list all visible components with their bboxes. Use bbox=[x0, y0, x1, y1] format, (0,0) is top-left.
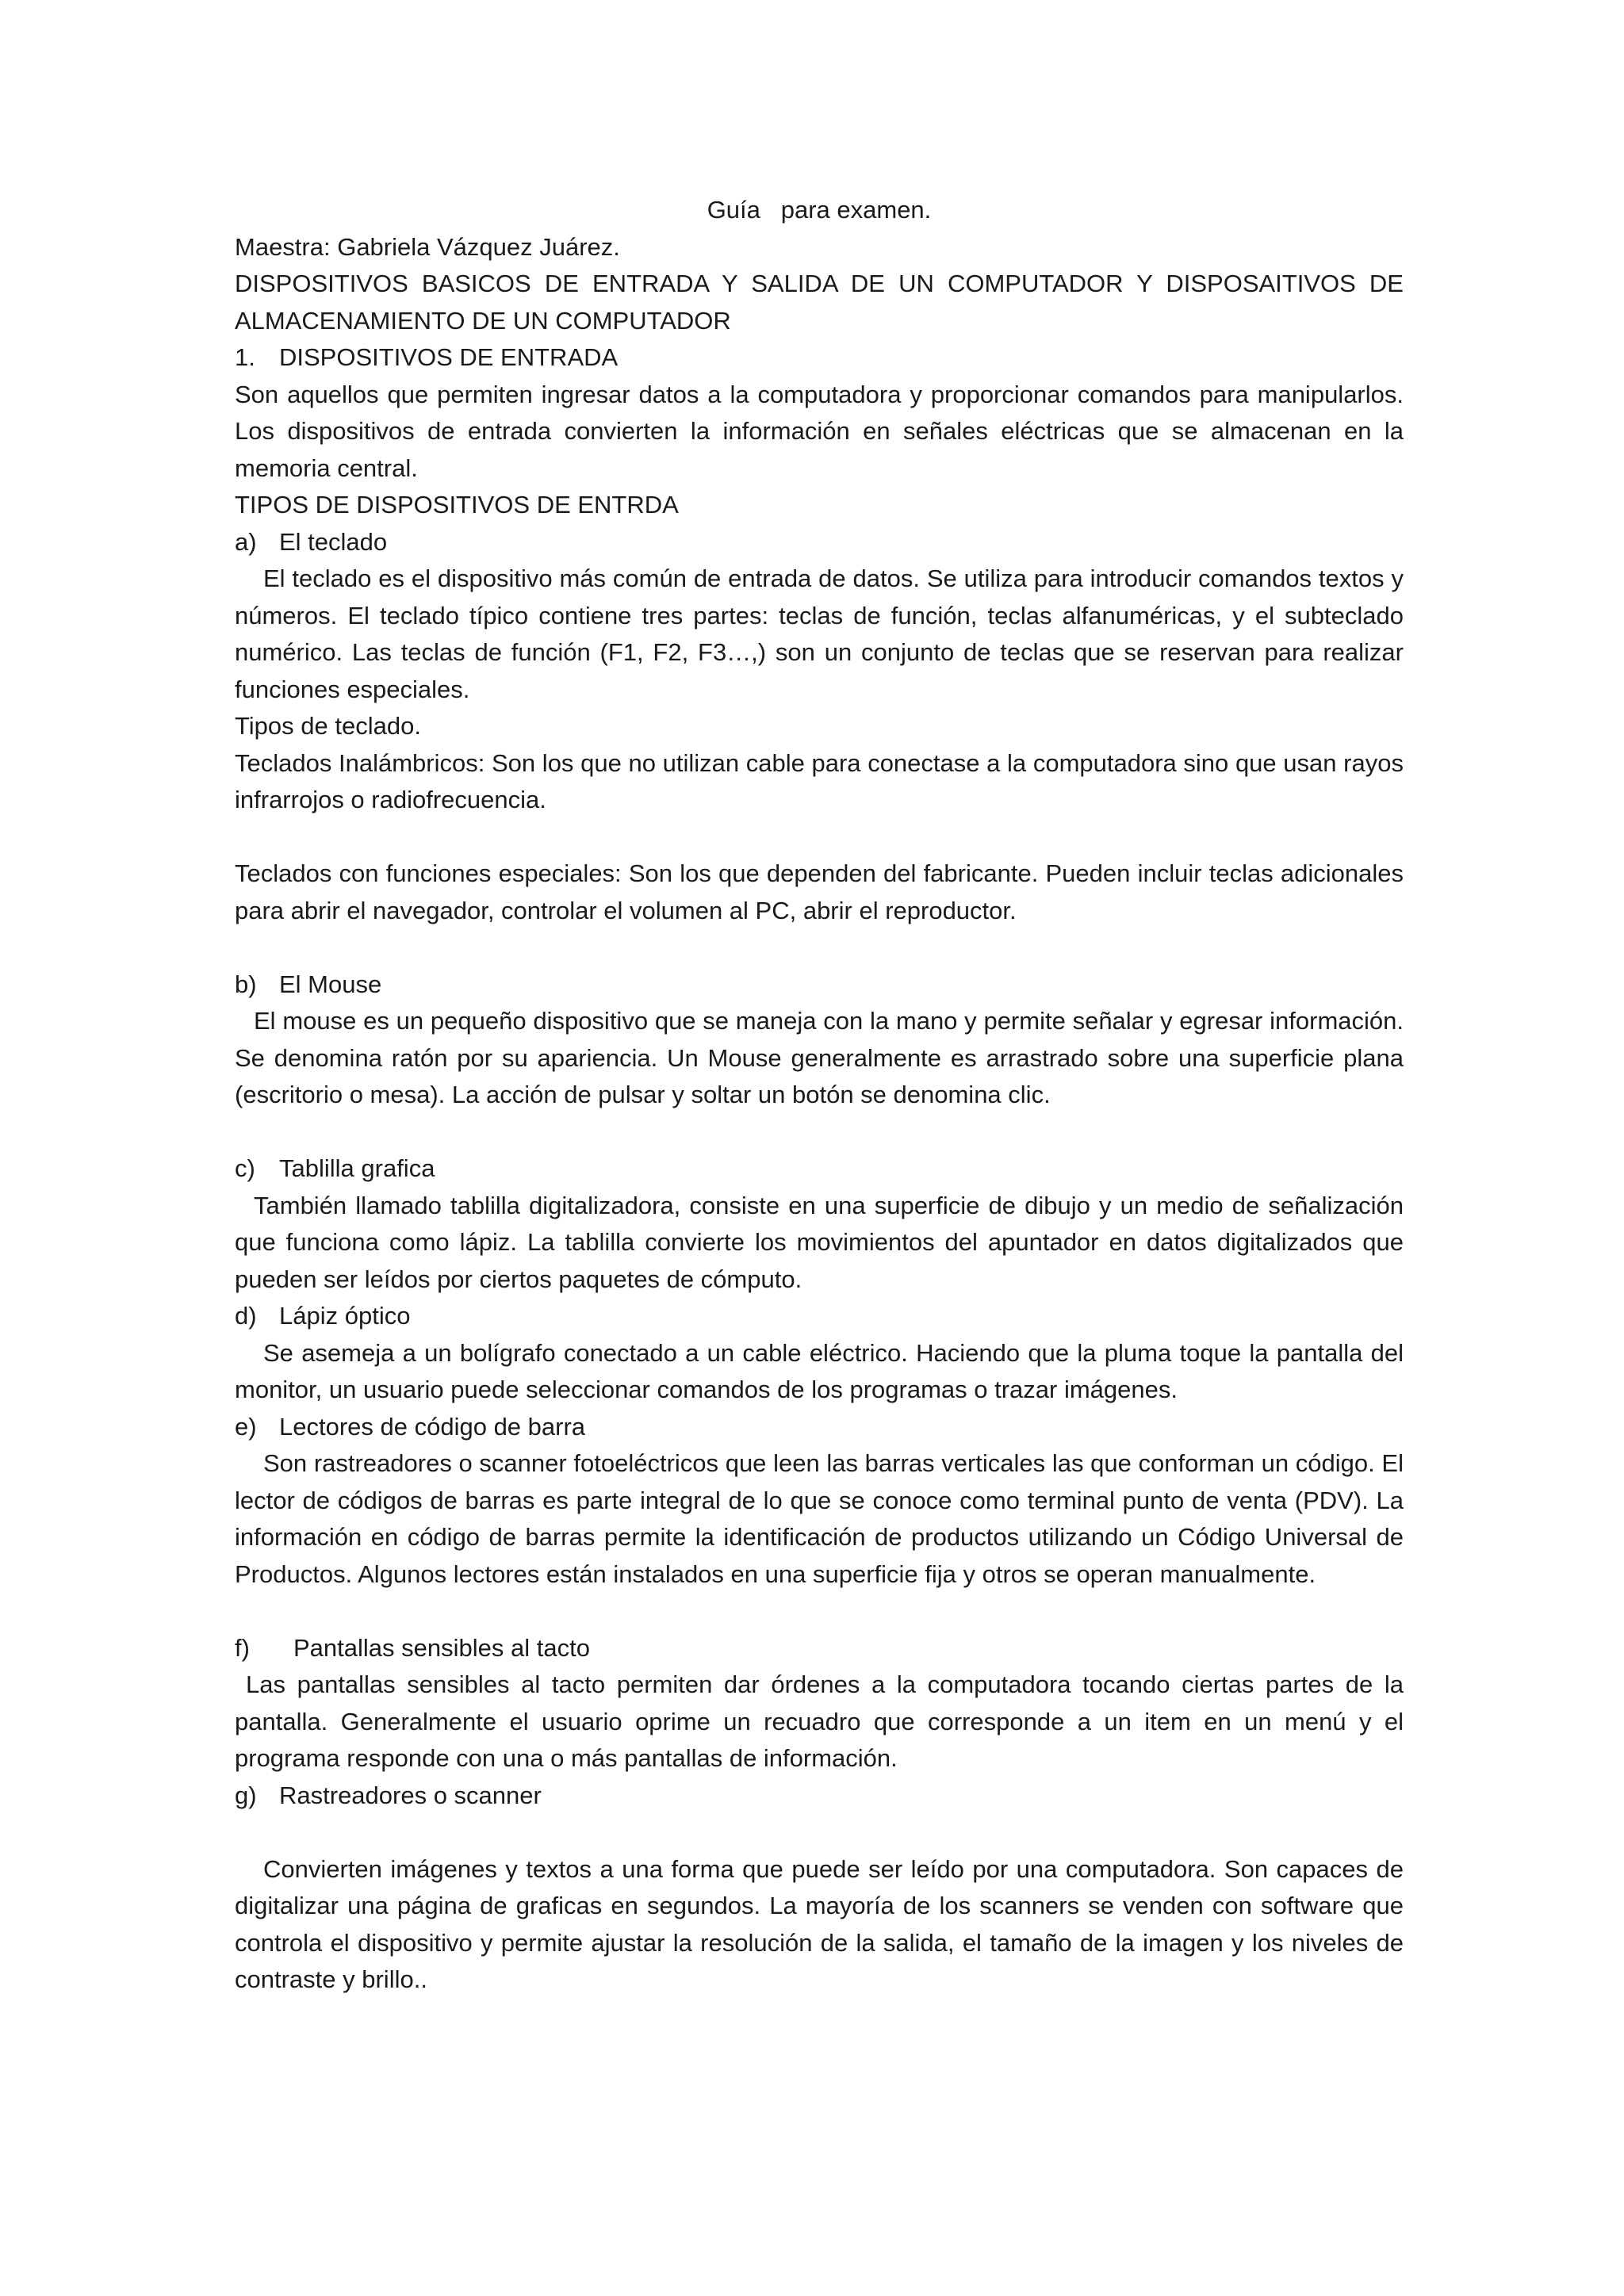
item-e-title: Lectores de código de barra bbox=[279, 1412, 586, 1441]
wireless-keyboards: Teclados Inalámbricos: Son los que no utilizan cable para conectase a la computadora sino que usan rayos infrarrojos o radiofrecuencia. bbox=[235, 748, 1404, 813]
item-d-heading bbox=[235, 1298, 1404, 1335]
item-g-heading bbox=[235, 1777, 1404, 1815]
spacer bbox=[235, 929, 1404, 966]
special-keyboards: Teclados con funciones especiales: Son los que dependen del fabricante. Pueden incluir teclas adicionales para abrir el navegador, controlar el volumen al PC, abrir el reproductor. bbox=[235, 859, 1404, 924]
teacher-line: Maestra: Gabriela Vázquez Juárez. bbox=[235, 232, 620, 261]
main-heading: DISPOSITIVOS BASICOS DE ENTRADA Y SALIDA DE UN COMPUTADOR Y DISPOSAITIVOS DE ALMACENAMIENTO DE UN COMPUTADOR bbox=[235, 270, 1404, 335]
types-heading: TIPOS DE DISPOSITIVOS DE ENTRDA bbox=[235, 491, 679, 519]
item-e-heading bbox=[235, 1409, 1404, 1446]
document-title: Guía para examen. bbox=[707, 196, 932, 224]
item-b-label: b) bbox=[235, 970, 257, 998]
keyboard-types-heading: Tipos de teclado. bbox=[235, 712, 421, 740]
section-1-number: 1. bbox=[235, 343, 255, 371]
spacer bbox=[235, 819, 1404, 856]
item-a-title: El teclado bbox=[279, 527, 388, 556]
document-body bbox=[235, 192, 1404, 1999]
item-g-label: g) bbox=[235, 1781, 257, 1809]
item-d-title: Lápiz óptico bbox=[279, 1302, 411, 1330]
spacer bbox=[235, 1593, 1404, 1630]
spacer bbox=[235, 1114, 1404, 1151]
item-b-body: El mouse es un pequeño dispositivo que se maneja con la mano y permite señalar y egresar información. Se denomina ratón por su apariencia. Un Mouse generalmente es arrastrado sobre una superficie plana (escritorio o mesa). La acción de pulsar y soltar un botón se denomina clic. bbox=[235, 1007, 1404, 1108]
item-b-heading bbox=[235, 966, 1404, 1004]
spacer bbox=[235, 1814, 1404, 1851]
section-1-body: Son aquellos que permiten ingresar datos a la computadora y proporcionar comandos para manipularlos. Los dispositivos de entrada convierten la información en señales eléctricas que se almacenan en la memoria central. bbox=[235, 380, 1404, 482]
item-e-body: Son rastreadores o scanner fotoeléctricos que leen las barras verticales las que conforman un código. El lector de códigos de barras es parte integral de lo que se conoce como terminal punto de venta (PDV). La información en código de barras permite la identificación de productos utilizando un Código Universal de Productos. Algunos lectores están instalados en una superficie fija y otros se operan manualmente. bbox=[235, 1449, 1404, 1588]
item-b-title: El Mouse bbox=[279, 970, 382, 998]
item-c-title: Tablilla grafica bbox=[279, 1154, 435, 1182]
item-c-body: También llamado tablilla digitalizadora, consiste en una superficie de dibujo y un medio de señalización que funciona como lápiz. La tablilla convierte los movimientos del apuntador en datos digitalizados que pueden ser leídos por ciertos paquetes de cómputo. bbox=[235, 1191, 1404, 1293]
item-d-label: d) bbox=[235, 1302, 257, 1330]
item-d-body: Se asemeja a un bolígrafo conectado a un cable eléctrico. Haciendo que la pluma toque la pantalla del monitor, un usuario puede seleccionar comandos de los programas o trazar imágenes. bbox=[235, 1338, 1404, 1403]
item-a-heading bbox=[235, 524, 1404, 561]
item-a-body: El teclado es el dispositivo más común de entrada de datos. Se utiliza para introducir comandos textos y números. El teclado típico contiene tres partes: teclas de función, teclas alfanuméricas, y el subteclado numérico. Las teclas de función (F1, F2, F3…,) son un conjunto de teclas que se reservan para realizar funciones especiales. bbox=[235, 564, 1404, 703]
item-f-title: Pantallas sensibles al tacto bbox=[293, 1633, 590, 1662]
item-f-body: Las pantallas sensibles al tacto permiten dar órdenes a la computadora tocando ciertas partes de la pantalla. Generalmente el usuario oprime un recuadro que corresponde a un item en un menú y el programa responde con una o más pantallas de información. bbox=[235, 1670, 1404, 1772]
item-f-heading bbox=[235, 1630, 1404, 1667]
section-1-heading bbox=[235, 339, 1404, 377]
item-e-label: e) bbox=[235, 1412, 257, 1441]
item-a-label: a) bbox=[235, 527, 257, 556]
item-c-label: c) bbox=[235, 1154, 255, 1182]
item-f-label: f) bbox=[235, 1633, 250, 1662]
item-g-title: Rastreadores o scanner bbox=[279, 1781, 542, 1809]
section-1-title: DISPOSITIVOS DE ENTRADA bbox=[279, 343, 619, 371]
item-c-heading bbox=[235, 1150, 1404, 1188]
item-g-body: Convierten imágenes y textos a una forma que puede ser leído por una computadora. Son capaces de digitalizar una página de graficas en segundos. La mayoría de los scanners se venden con software que controla el dispositivo y permite ajustar la resolución de la salida, el tamaño de la imagen y los niveles de contraste y brillo.. bbox=[235, 1854, 1404, 1993]
